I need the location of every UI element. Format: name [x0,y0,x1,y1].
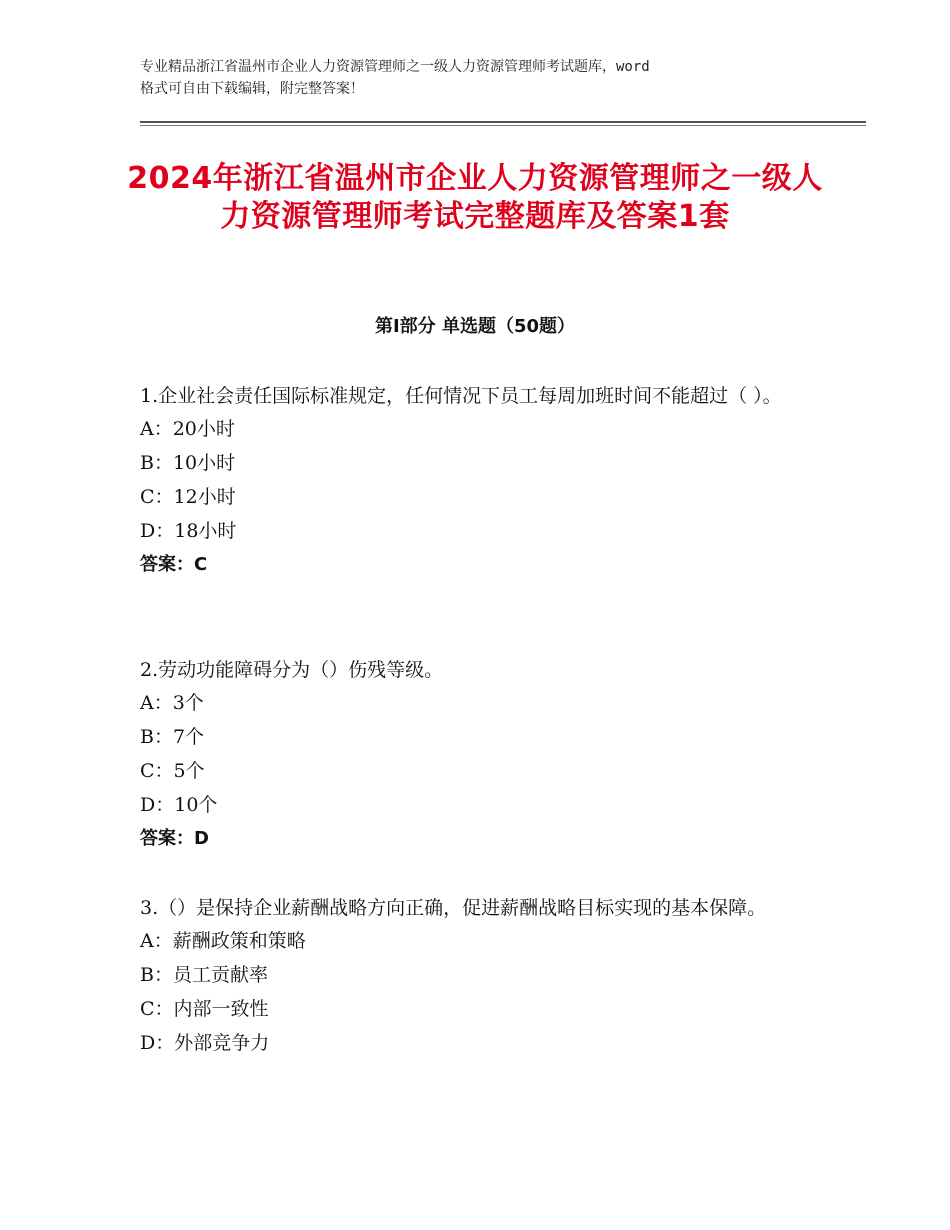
header-note [140,56,830,100]
question-3 [140,892,810,1060]
question-stem: 2.劳动功能障碍分为（）伤残等级。 [140,659,444,681]
section-title: 第Ⅰ部分 单选题（50题） [374,316,575,337]
option-d: D：18小时 [140,520,237,542]
option-c: C：12小时 [140,486,236,508]
answer: 答案：C [140,554,208,575]
answer: 答案：D [140,828,209,849]
header-note-line-2: 格式可自由下载编辑，附完整答案！ [140,81,364,97]
question-stem: 1.企业社会责任国际标准规定，任何情况下员工每周加班时间不能超过（ ）。 [140,385,782,407]
option-b: B：10小时 [140,452,236,474]
document-title: 2024年浙江省温州市企业人力资源管理师之一级人力资源管理师考试完整题库及答案1套 [127,161,823,234]
option-d: D：10个 [140,794,218,816]
question-1 [140,380,810,582]
question-2 [140,654,810,856]
option-a: A：20小时 [140,418,235,440]
option-a: A：薪酬政策和策略 [140,930,306,952]
option-c: C：内部一致性 [140,998,269,1020]
header-divider-thin [140,125,866,126]
option-d: D：外部竞争力 [140,1032,270,1054]
option-b: B：员工贡献率 [140,964,268,986]
header-note-line-1: 专业精品浙江省温州市企业人力资源管理师之一级人力资源管理师考试题库，word [140,59,650,75]
option-b: B：7个 [140,726,205,748]
header-divider-thick [140,121,866,123]
option-a: A：3个 [140,692,204,714]
option-c: C：5个 [140,760,205,782]
question-stem: 3.（）是保持企业薪酬战略方向正确，促进薪酬战略目标实现的基本保障。 [140,897,767,919]
